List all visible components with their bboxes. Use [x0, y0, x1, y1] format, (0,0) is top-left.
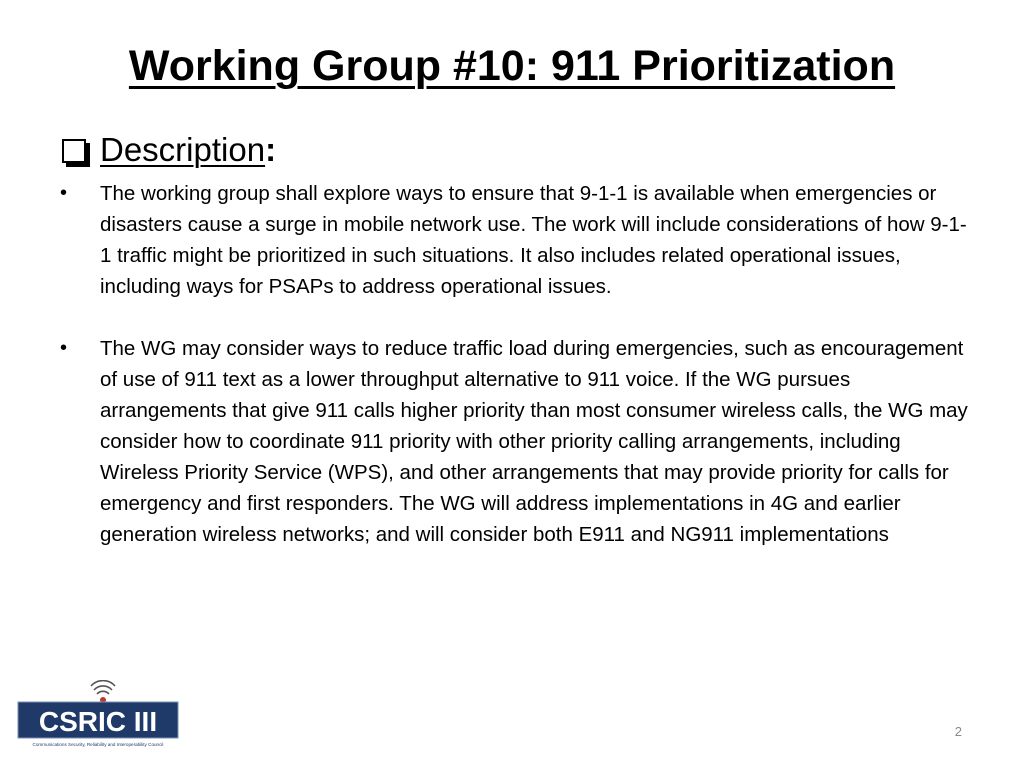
slide-title-text: Working Group #10: 911 Prioritization	[128, 42, 896, 90]
section-heading-text: Description	[100, 131, 266, 168]
section-heading	[62, 130, 276, 170]
logo-text: CSRIC III	[38, 706, 158, 737]
checkbox-icon	[62, 139, 86, 163]
slide-title	[0, 40, 1024, 92]
csric-logo	[16, 680, 180, 750]
bullet-item-traffic-load: • The WG may consider ways to reduce traffic load during emergencies, such as encouragement of use of 911 text as a lower throughput alternative to 911 voice. If the WG pursues arrangements that give 911 calls higher priority than most consumer wireless calls, the WG may consider how to coordinate 911 priority with other priority calling arrangements, including Wireless Priority Service (WPS), and other arrangements that may provide priority for calls for emergency and first responders. The WG will address implementations in 4G and earlier generation wireless networks; and will consider both E911 and NG911 implementations	[60, 333, 970, 550]
bullet-list	[60, 178, 970, 581]
section-heading-colon: :	[265, 131, 277, 168]
bullet-item-description: • The working group shall explore ways to ensure that 9-1-1 is available when emergencies or disasters cause a surge in mobile network use. The work will include considerations of how 9-1-1 traffic might be prioritized in such situations. It also includes related operational issues, including ways for PSAPs to address operational issues.	[60, 178, 970, 302]
page-number: 2	[954, 724, 962, 739]
logo-tagline: Communications Security, Reliability and Interoperability Council	[32, 742, 164, 747]
wireless-signal-icon	[91, 681, 115, 703]
